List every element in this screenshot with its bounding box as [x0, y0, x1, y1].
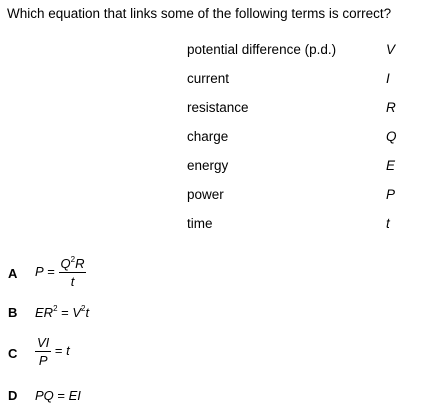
term-name: potential difference (p.d.): [187, 42, 337, 57]
term-pq: PQ: [35, 388, 54, 403]
exponent: 2: [70, 255, 76, 264]
equation: [35, 305, 89, 320]
exponent: 2: [53, 304, 58, 313]
term-symbol: Q: [386, 129, 397, 144]
question-text: Which equation that links some of the following terms is correct?: [7, 6, 392, 21]
term-name: charge: [187, 129, 229, 144]
denominator: P: [38, 353, 48, 368]
denominator: t: [70, 274, 75, 289]
option-letter: A: [8, 266, 18, 281]
term-symbol: t: [386, 216, 390, 231]
equals-sign: =: [57, 388, 66, 403]
equals-sign: =: [54, 342, 63, 358]
term-symbol: V: [386, 42, 396, 57]
equals-sign: =: [47, 263, 55, 279]
term-symbol: R: [386, 100, 396, 115]
symbol-t: t: [85, 305, 90, 320]
fraction: [35, 335, 51, 368]
term-ei: EI: [68, 388, 81, 403]
exponent: 2: [81, 304, 86, 313]
equals-sign: =: [61, 305, 69, 320]
equation: [35, 256, 86, 289]
term-symbol: I: [386, 71, 390, 86]
symbol-r: R: [75, 256, 85, 271]
term-name: current: [187, 71, 230, 86]
symbol-v: V: [72, 305, 82, 320]
option-letter: C: [8, 346, 18, 361]
symbol-q: Q: [60, 256, 71, 271]
equation: [35, 335, 70, 368]
term-er: ER: [35, 305, 54, 320]
numerator: [59, 256, 87, 273]
option-letter: B: [8, 305, 18, 320]
term-symbol: E: [386, 158, 396, 173]
term-symbol: P: [386, 187, 396, 202]
symbol-t: t: [66, 342, 70, 358]
term-name: time: [187, 216, 213, 231]
fraction: [59, 256, 87, 289]
numerator: VI: [37, 335, 50, 350]
term-name: energy: [187, 158, 229, 173]
term-name: resistance: [187, 100, 249, 115]
symbol-p: P: [35, 263, 44, 279]
option-letter: D: [8, 388, 18, 403]
equation: [35, 388, 81, 403]
term-name: power: [187, 187, 224, 202]
